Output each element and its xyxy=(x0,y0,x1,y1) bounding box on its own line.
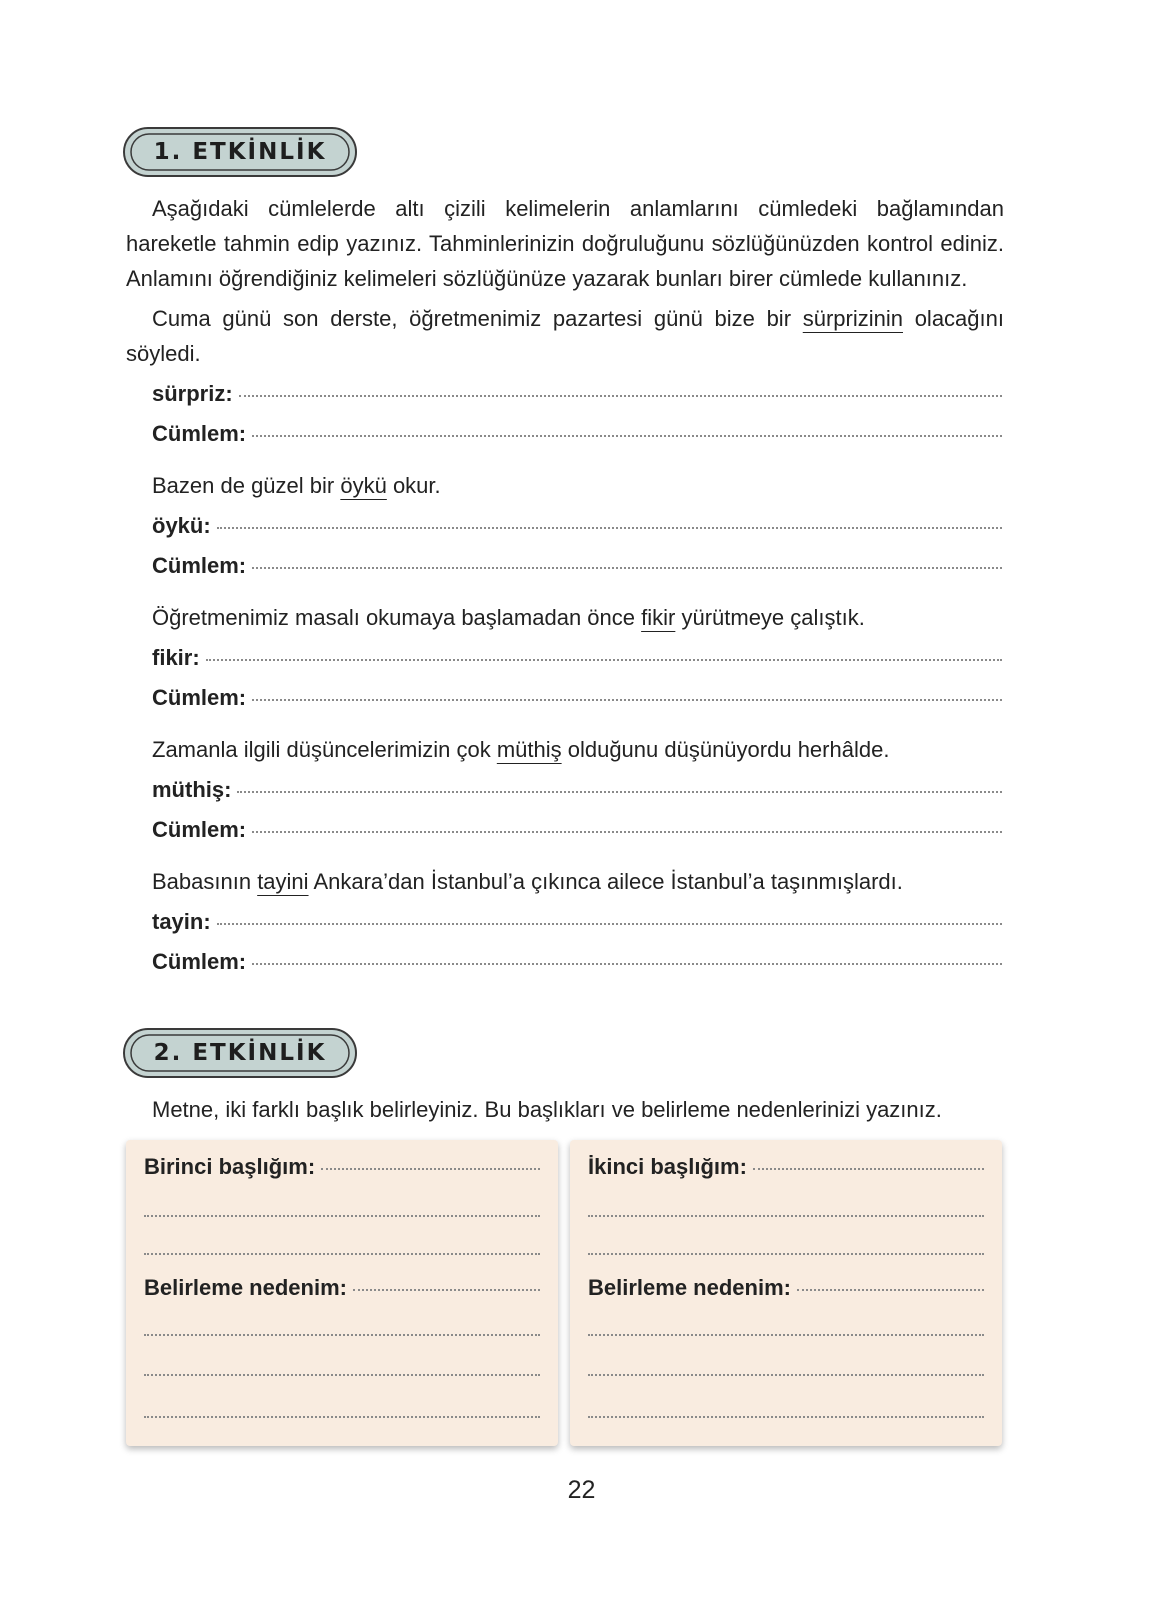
word-meaning-row xyxy=(152,511,1002,541)
word-label: müthiş: xyxy=(152,777,232,802)
underlined-word: öykü xyxy=(340,473,387,498)
activity-1-badge xyxy=(122,126,358,178)
answer-line[interactable] xyxy=(237,790,1002,793)
underlined-word: fikir xyxy=(641,605,676,630)
sentence-label: Cümlem: xyxy=(152,817,247,842)
answer-line[interactable] xyxy=(252,566,1002,569)
reason-label: Belirleme nedenim: xyxy=(588,1275,791,1300)
activity-1-title: 1. ETKİNLİK xyxy=(153,139,327,165)
title-row xyxy=(588,1152,984,1182)
word-label: tayin: xyxy=(152,909,211,934)
title-label: İkinci başlığım: xyxy=(588,1154,747,1179)
reason-label: Belirleme nedenim: xyxy=(144,1275,347,1300)
example-sentence-5: Babasının tayini Ankara’dan İstanbul’a çıkınca ailece İstanbul’a taşınmışlardı. xyxy=(152,869,903,894)
answer-line[interactable] xyxy=(144,1415,540,1418)
underlined-word: müthiş xyxy=(496,737,562,762)
example-sentence-2: Bazen de güzel bir öykü okur. xyxy=(152,473,441,498)
title-card-2 xyxy=(570,1140,1002,1446)
activity-2-title: 2. ETKİNLİK xyxy=(153,1040,327,1066)
sentence-row xyxy=(152,815,1002,845)
answer-line[interactable] xyxy=(753,1167,984,1170)
answer-line[interactable] xyxy=(217,922,1002,925)
answer-line[interactable] xyxy=(252,962,1002,965)
answer-line[interactable] xyxy=(588,1252,984,1255)
answer-line[interactable] xyxy=(252,698,1002,701)
word-label: sürpriz: xyxy=(152,381,233,406)
example-sentence-1: Cuma günü son derste, öğretmenimiz pazartesi günü bize bir sürprizinin olacağını söyledi. xyxy=(126,306,1004,366)
answer-line[interactable] xyxy=(239,394,1002,397)
example-sentence-4: Zamanla ilgili düşüncelerimizin çok müthiş olduğunu düşünüyordu herhâlde. xyxy=(152,737,890,762)
answer-line[interactable] xyxy=(353,1288,540,1291)
answer-line[interactable] xyxy=(797,1288,984,1291)
answer-line[interactable] xyxy=(321,1167,540,1170)
page-number: 22 xyxy=(567,1476,596,1504)
answer-line[interactable] xyxy=(206,658,1002,661)
underlined-word: sürprizinin xyxy=(802,306,903,331)
word-meaning-row xyxy=(152,775,1002,805)
title-card-1 xyxy=(126,1140,558,1446)
sentence-row xyxy=(152,419,1002,449)
title-label: Birinci başlığım: xyxy=(144,1154,316,1179)
activity-2-instructions: Metne, iki farklı başlık belirleyiniz. Bu başlıkları ve belirleme nedenlerinizi yazınız. xyxy=(152,1097,942,1122)
answer-line[interactable] xyxy=(588,1333,984,1336)
answer-line[interactable] xyxy=(588,1214,984,1217)
activity-1-instructions: Aşağıdaki cümlelerde altı çizili kelimelerin anlamlarını cümledeki bağlamından hareketle tahmin edip yazınız. Tahminlerinizin doğruluğunu sözlüğünüzden kontrol ediniz. Anlamını öğrendiğiniz kelimeleri sözlüğünüze yazarak bunları birer cümlede kullanınız. xyxy=(126,196,1004,291)
title-row xyxy=(144,1152,540,1182)
answer-line[interactable] xyxy=(144,1214,540,1217)
sentence-label: Cümlem: xyxy=(152,553,247,578)
word-label: öykü: xyxy=(152,513,211,538)
example-sentence-3: Öğretmenimiz masalı okumaya başlamadan önce fikir yürütmeye çalıştık. xyxy=(152,605,865,630)
answer-line[interactable] xyxy=(588,1415,984,1418)
reason-row xyxy=(588,1273,984,1303)
sentence-row xyxy=(152,551,1002,581)
activity-2-badge xyxy=(122,1027,358,1079)
answer-line[interactable] xyxy=(144,1373,540,1376)
answer-line[interactable] xyxy=(588,1373,984,1376)
sentence-label: Cümlem: xyxy=(152,421,247,446)
sentence-label: Cümlem: xyxy=(152,949,247,974)
sentence-row xyxy=(152,683,1002,713)
answer-line[interactable] xyxy=(144,1252,540,1255)
sentence-label: Cümlem: xyxy=(152,685,247,710)
answer-line[interactable] xyxy=(252,830,1002,833)
answer-line[interactable] xyxy=(144,1333,540,1336)
sentence-row xyxy=(152,947,1002,977)
underlined-word: tayini xyxy=(257,869,309,894)
reason-row xyxy=(144,1273,540,1303)
answer-line[interactable] xyxy=(252,434,1002,437)
answer-line[interactable] xyxy=(217,526,1002,529)
word-meaning-row xyxy=(152,379,1002,409)
word-label: fikir: xyxy=(152,645,200,670)
word-meaning-row xyxy=(152,643,1002,673)
word-meaning-row xyxy=(152,907,1002,937)
